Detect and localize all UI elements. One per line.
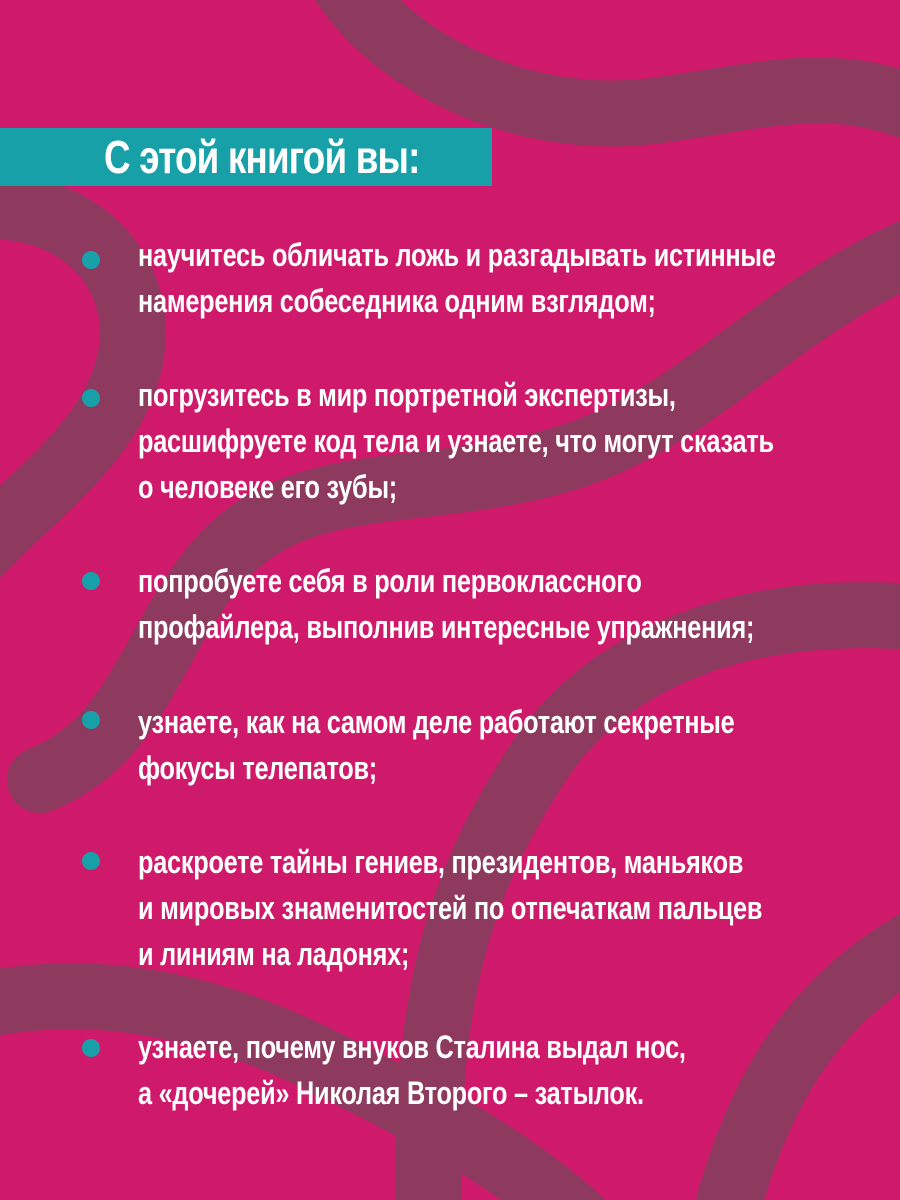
page-title: С этой книгой вы: [104,131,420,183]
list-item-text: узнаете, как на самом деле работают секретные фокусы телепатов; [138,704,735,786]
list-item-text: попробуете себя в роли первоклассного профайлера, выполнив интересные упражнения; [138,563,755,645]
list-item-text: погрузитесь в мир портретной экспертизы, расшифруете код тела и узнаете, что могут сказать о человеке его зубы; [138,377,774,505]
bullet-icon [82,572,100,590]
bullet-icon [82,852,100,870]
list-item-text: раскроете тайны гениев, президентов, маньяков и мировых знаменитостей по отпечаткам пальцев и линиям на ладонях; [138,844,763,972]
bullet-icon [82,389,100,407]
list-item-text: узнаете, почему внуков Сталина выдал нос, а «дочерей» Николая Второго – затылок. [138,1029,686,1111]
list-item-text: научитесь обличать ложь и разгадывать истинные намерения собеседника одним взглядом; [138,237,776,319]
bullet-icon [82,711,100,729]
bullet-icon [82,1039,100,1057]
bullet-icon [82,251,100,269]
